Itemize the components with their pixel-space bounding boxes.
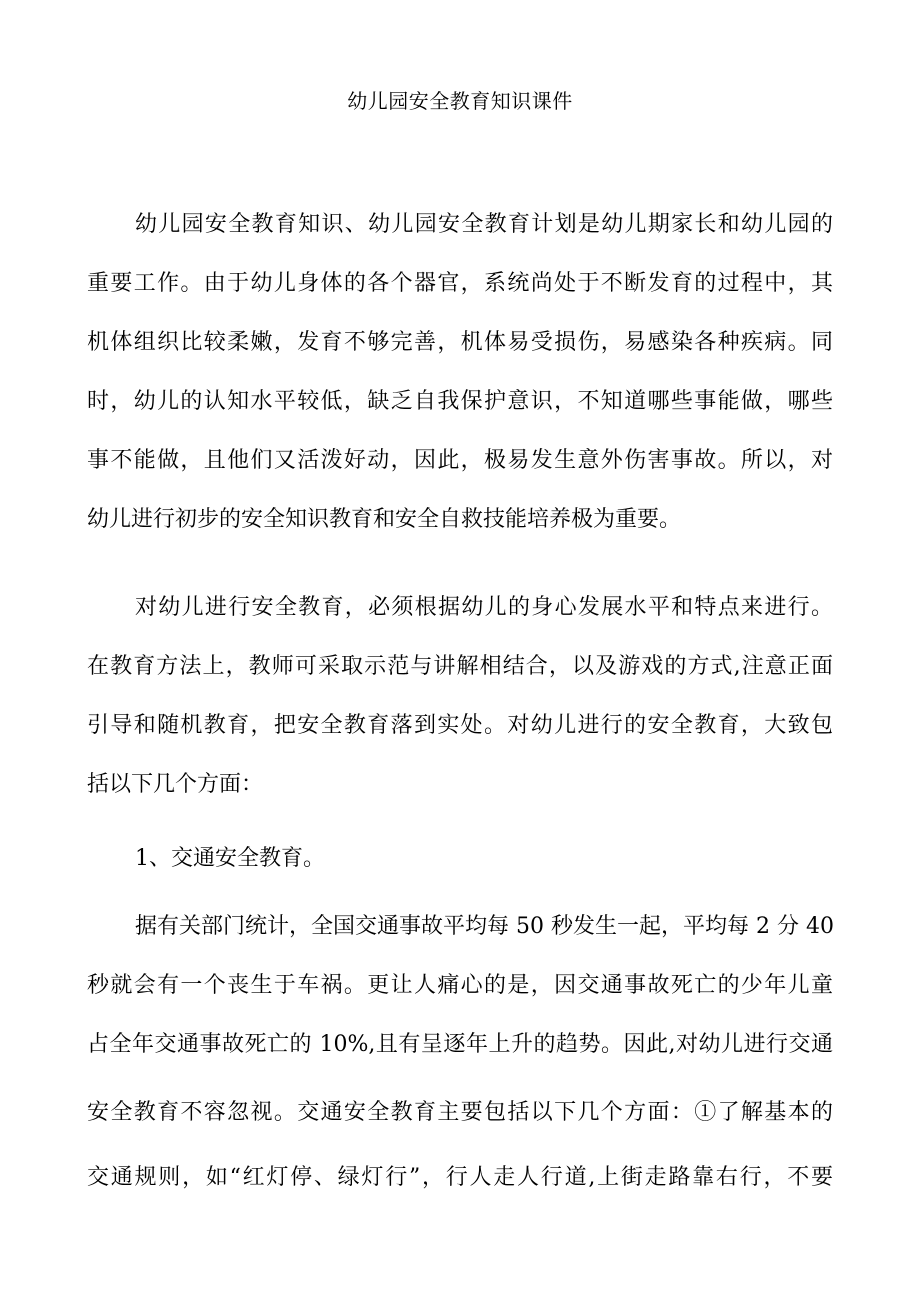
paragraph-line: 占全年交通事故死亡的 10%,且有呈逐年上升的趋势。因此,对幼儿进行交通 <box>87 1032 833 1057</box>
section-heading: 1、交通安全教育。 <box>135 846 325 871</box>
paragraph-line: 幼儿进行初步的安全知识教育和安全自救技能培养极为重要。 <box>87 507 682 532</box>
paragraph-line: 对幼儿进行安全教育，必须根据幼儿的身心发展水平和特点来进行。 <box>135 595 833 620</box>
paragraph-line: 机体组织比较柔嫩，发育不够完善，机体易受损伤，易感染各种疾病。同 <box>87 330 833 355</box>
paragraph-line: 安全教育不容忽视。交通安全教育主要包括以下几个方面：①了解基本的 <box>87 1100 833 1125</box>
paragraph-line: 引导和随机教育，把安全教育落到实处。对幼儿进行的安全教育，大致包 <box>87 713 833 738</box>
paragraph-line: 事不能做，且他们又活泼好动，因此，极易发生意外伤害事故。所以，对 <box>87 448 833 473</box>
paragraph-line: 幼儿园安全教育知识、幼儿园安全教育计划是幼儿期家长和幼儿园的 <box>135 212 833 237</box>
paragraph-line: 据有关部门统计，全国交通事故平均每 50 秒发生一起，平均每 2 分 40 <box>135 914 834 939</box>
paragraph-line: 括以下几个方面： <box>87 772 264 797</box>
paragraph-line: 时，幼儿的认知水平较低，缺乏自我保护意识，不知道哪些事能做，哪些 <box>87 389 833 414</box>
paragraph-line: 在教育方法上，教师可采取示范与讲解相结合，以及游戏的方式,注意正面 <box>87 654 833 679</box>
paragraph-line: 重要工作。由于幼儿身体的各个器官，系统尚处于不断发育的过程中，其 <box>87 271 833 296</box>
paragraph-line: 交通规则，如“红灯停、绿灯行”，行人走人行道,上街走路靠右行，不要 <box>87 1165 833 1190</box>
document-title: 幼儿园安全教育知识课件 <box>347 89 573 113</box>
paragraph-line: 秒就会有一个丧生于车祸。更让人痛心的是，因交通事故死亡的少年儿童 <box>87 973 833 998</box>
